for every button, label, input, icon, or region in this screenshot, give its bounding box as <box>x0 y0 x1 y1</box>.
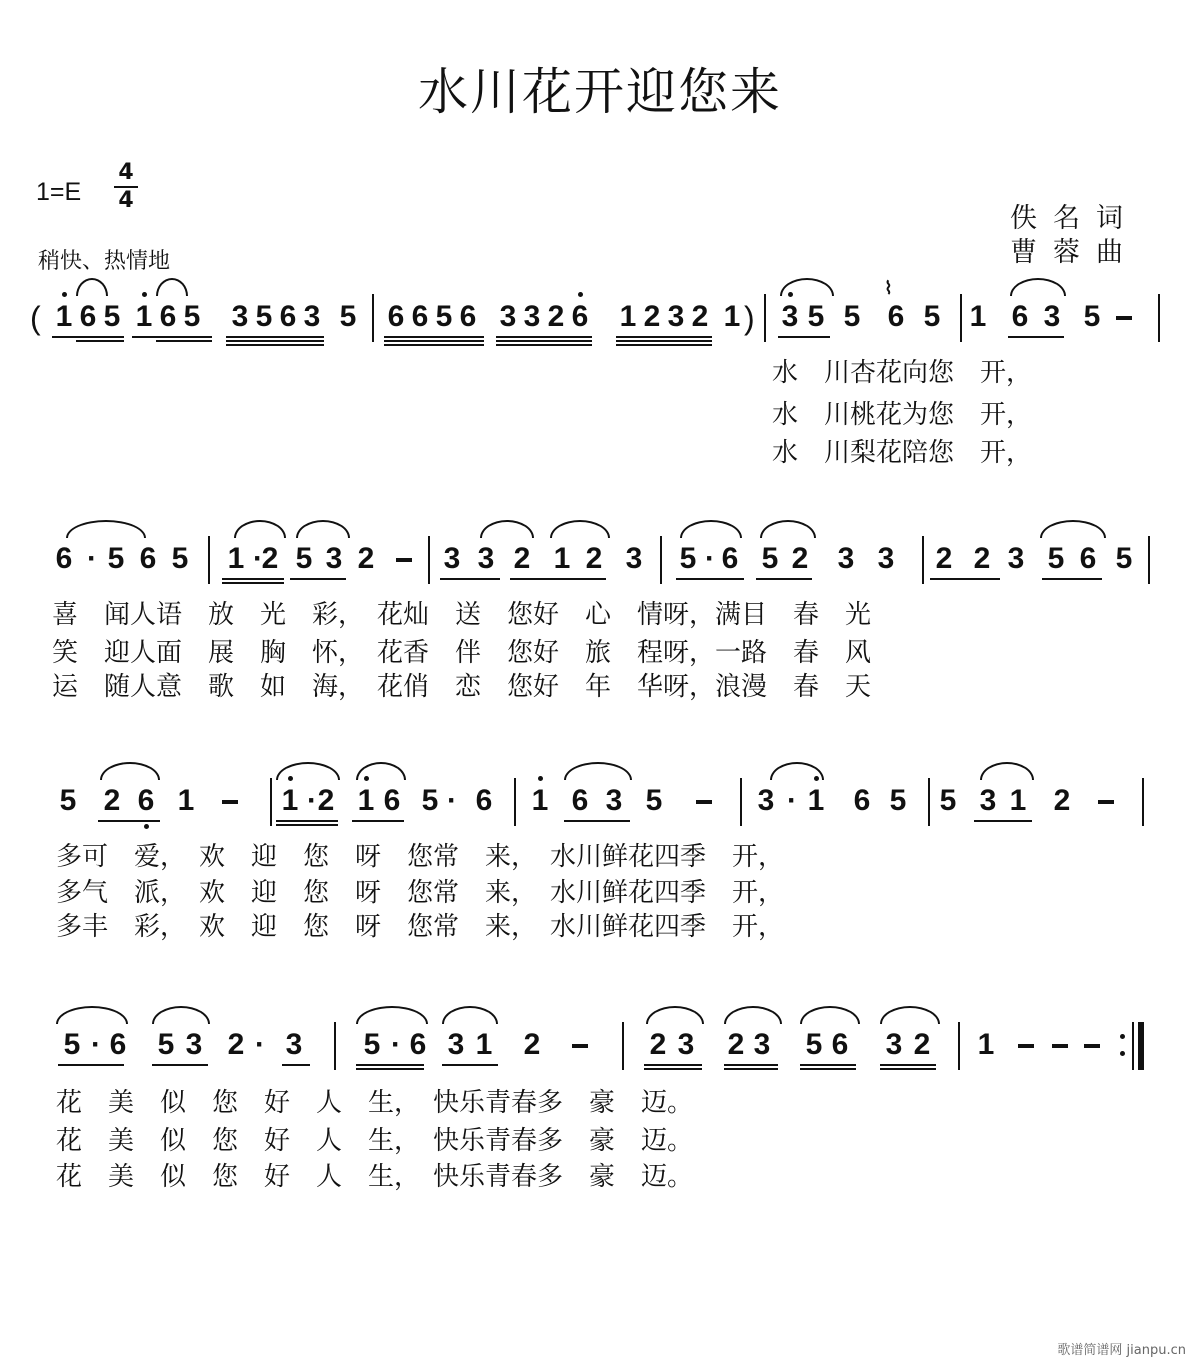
slur-arc <box>800 1006 860 1024</box>
octave-up-dot <box>62 292 67 297</box>
lyricist-credit: 佚名词 <box>1010 203 1139 234</box>
note: 2 <box>585 542 603 575</box>
note: 3 <box>877 542 895 575</box>
note: 5 <box>805 1028 823 1061</box>
duration-underline <box>442 1064 498 1066</box>
sustain-dash <box>572 1044 588 1048</box>
duration-underline <box>132 336 212 338</box>
duration-underline <box>644 1064 702 1066</box>
dotted-note-dot: · <box>255 1028 265 1061</box>
duration-underline <box>76 340 124 342</box>
note: 6 <box>1011 300 1029 333</box>
lyric-row-4-verse-2: 花 美 似 您 好 人 生， 快乐青春多 豪 迈。 <box>56 1126 694 1156</box>
slur-arc <box>480 520 534 538</box>
bar-line <box>660 536 662 584</box>
bar-line <box>928 778 930 826</box>
duration-underline <box>616 336 712 338</box>
bar-line <box>372 294 374 342</box>
slur-arc <box>276 762 340 780</box>
note: 5 <box>435 300 453 333</box>
duration-underline <box>724 1064 778 1066</box>
key-signature: 1=E <box>36 178 82 206</box>
bar-line <box>208 536 210 584</box>
lyric-row-2-verse-2: 笑 迎人面 展 胸 怀， 花香 伴 您好 旅 程呀，一路 春 风 <box>52 638 872 668</box>
note: 5 <box>807 300 825 333</box>
note: 1 <box>553 542 571 575</box>
duration-underline <box>930 578 1000 580</box>
note: 1 <box>807 784 825 817</box>
duration-underline <box>226 340 324 342</box>
bar-line <box>1158 294 1160 342</box>
bar-line <box>740 778 742 826</box>
note: 5 <box>339 300 357 333</box>
slur-arc <box>780 278 834 296</box>
note: 5 <box>363 1028 381 1061</box>
duration-underline <box>800 1064 856 1066</box>
note: 3 <box>523 300 541 333</box>
duration-underline <box>384 340 484 342</box>
note: 1 <box>531 784 549 817</box>
note: 6 <box>139 542 157 575</box>
note: 1 <box>977 1028 995 1061</box>
note: 5 <box>157 1028 175 1061</box>
slur-arc <box>646 1006 704 1024</box>
duration-underline <box>880 1064 936 1066</box>
lyric-row-3-verse-3: 多丰 彩， 欢 迎 您 呀 您常 来， 水川鲜花四季 开， <box>56 912 785 942</box>
note: 1 <box>723 300 741 333</box>
dotted-note-dot: · <box>705 542 715 575</box>
note: 5 <box>843 300 861 333</box>
duration-underline <box>356 1064 424 1066</box>
bar-line <box>622 1022 624 1070</box>
note: 3 <box>605 784 623 817</box>
slur-arc <box>76 278 108 296</box>
time-signature <box>114 160 138 214</box>
bar-line <box>514 778 516 826</box>
note: 1 <box>55 300 73 333</box>
note: 5 <box>923 300 941 333</box>
note: 3 <box>303 300 321 333</box>
time-signature-bottom: 4 <box>114 186 138 214</box>
site-watermark: 歌谱简谱网 jianpu.cn <box>1057 1343 1186 1358</box>
bar-line <box>1142 778 1144 826</box>
note: 2 <box>643 300 661 333</box>
duration-underline <box>276 824 338 826</box>
note: 3 <box>837 542 855 575</box>
note: 6 <box>571 784 589 817</box>
note: 3 <box>1043 300 1061 333</box>
sustain-dash <box>1018 1044 1034 1048</box>
note: 5 <box>1083 300 1101 333</box>
note: 6 <box>571 300 589 333</box>
duration-underline <box>352 820 404 822</box>
note: 1 <box>619 300 637 333</box>
duration-underline <box>356 1068 424 1070</box>
note: 5 <box>59 784 77 817</box>
duration-underline <box>222 578 284 580</box>
note: 6 <box>109 1028 127 1061</box>
note: 3 <box>325 542 343 575</box>
slur-arc <box>296 520 350 538</box>
sustain-dash <box>1098 800 1114 804</box>
note: 2 <box>649 1028 667 1061</box>
sustain-dash <box>1084 1044 1100 1048</box>
lyric-row-4-verse-1: 花 美 似 您 好 人 生， 快乐青春多 豪 迈。 <box>56 1088 694 1118</box>
sustain-dash <box>396 558 412 562</box>
note: 5 <box>761 542 779 575</box>
duration-underline <box>52 336 124 338</box>
sustain-dash <box>1116 316 1132 320</box>
note: 5 <box>63 1028 81 1061</box>
note: 5 <box>421 784 439 817</box>
note: 5 <box>679 542 697 575</box>
dotted-note-dot: · <box>307 784 317 817</box>
duration-underline <box>98 820 160 822</box>
note: 1 <box>177 784 195 817</box>
duration-underline <box>496 336 592 338</box>
note: 3 <box>757 784 775 817</box>
lyric-row-1-verse-3: 水 川梨花陪您 开， <box>772 438 1033 468</box>
song-title: 水川花开迎您来 <box>418 63 782 121</box>
note: 5 <box>645 784 663 817</box>
bar-line <box>334 1022 336 1070</box>
note: 2 <box>261 542 279 575</box>
lyric-row-1-verse-1: 水 川杏花向您 开， <box>772 358 1033 388</box>
note: 3 <box>477 542 495 575</box>
repeat-dots <box>1120 1034 1125 1056</box>
duration-underline <box>282 1064 310 1066</box>
note: 2 <box>691 300 709 333</box>
note: 6 <box>159 300 177 333</box>
note: 3 <box>753 1028 771 1061</box>
note: 5 <box>939 784 957 817</box>
slur-arc <box>442 1006 498 1024</box>
note: 5 <box>1115 542 1133 575</box>
note: 6 <box>1079 542 1097 575</box>
note: 2 <box>513 542 531 575</box>
note: 5 <box>107 542 125 575</box>
slur-arc <box>724 1006 782 1024</box>
duration-underline <box>58 1064 124 1066</box>
sustain-dash <box>222 800 238 804</box>
duration-underline <box>496 344 592 346</box>
duration-underline <box>1042 578 1102 580</box>
bar-line <box>922 536 924 584</box>
note: 6 <box>411 300 429 333</box>
repeat-thick-bar <box>1138 1022 1144 1070</box>
duration-underline <box>676 578 744 580</box>
bar-line <box>764 294 766 342</box>
duration-underline <box>290 578 346 580</box>
tempo-marking: 稍快、热情地 <box>38 249 171 274</box>
slur-arc <box>152 1006 210 1024</box>
slur-arc <box>356 762 406 780</box>
slur-arc <box>980 762 1034 780</box>
note: 2 <box>1053 784 1071 817</box>
note: 2 <box>791 542 809 575</box>
duration-underline <box>880 1068 936 1070</box>
mordent-icon: ⌇ <box>884 278 893 299</box>
slur-arc <box>356 1006 428 1024</box>
lyric-row-1-verse-2: 水 川桃花为您 开， <box>772 400 1033 430</box>
note: 3 <box>625 542 643 575</box>
duration-underline <box>384 336 484 338</box>
lyric-row-4-verse-3: 花 美 似 您 好 人 生， 快乐青春多 豪 迈。 <box>56 1162 694 1192</box>
note: 3 <box>443 542 461 575</box>
note: 5 <box>889 784 907 817</box>
duration-underline <box>778 336 830 338</box>
bar-line <box>958 1022 960 1070</box>
duration-underline <box>152 1064 208 1066</box>
slur-arc <box>156 278 188 296</box>
slur-arc <box>564 762 632 780</box>
duration-underline <box>974 820 1032 822</box>
note: 6 <box>887 300 905 333</box>
note: 5 <box>295 542 313 575</box>
note: 1 <box>135 300 153 333</box>
note: 2 <box>357 542 375 575</box>
slur-arc <box>234 520 286 538</box>
note: 3 <box>667 300 685 333</box>
note: 2 <box>913 1028 931 1061</box>
note: 2 <box>317 784 335 817</box>
slur-arc <box>550 520 610 538</box>
bar-line <box>428 536 430 584</box>
octave-down-dot <box>144 824 149 829</box>
duration-underline <box>222 582 284 584</box>
note: 3 <box>185 1028 203 1061</box>
note: 6 <box>853 784 871 817</box>
note: 5 <box>183 300 201 333</box>
note: 2 <box>547 300 565 333</box>
slur-arc <box>680 520 742 538</box>
octave-up-dot <box>538 776 543 781</box>
duration-underline <box>440 578 500 580</box>
duration-underline <box>644 1068 702 1070</box>
note: 6 <box>55 542 73 575</box>
note: 1 <box>281 784 299 817</box>
note: 5 <box>171 542 189 575</box>
note: 1 <box>1009 784 1027 817</box>
note: 6 <box>475 784 493 817</box>
duration-underline <box>564 820 630 822</box>
repeat-thin-bar <box>1132 1022 1134 1070</box>
duration-underline <box>384 344 484 346</box>
duration-underline <box>276 820 338 822</box>
slur-arc <box>760 520 816 538</box>
duration-underline <box>724 1068 778 1070</box>
note: 6 <box>721 542 739 575</box>
lyric-row-3-verse-2: 多气 派， 欢 迎 您 呀 您常 来， 水川鲜花四季 开， <box>56 878 785 908</box>
dotted-note-dot: · <box>391 1028 401 1061</box>
note: 6 <box>279 300 297 333</box>
note: 1 <box>475 1028 493 1061</box>
note: 1 <box>969 300 987 333</box>
duration-underline <box>756 578 812 580</box>
octave-up-dot <box>578 292 583 297</box>
slur-arc <box>56 1006 128 1024</box>
slur-arc <box>100 762 160 780</box>
lyric-row-3-verse-1: 多可 爱， 欢 迎 您 呀 您常 来， 水川鲜花四季 开， <box>56 842 785 872</box>
sustain-dash <box>1052 1044 1068 1048</box>
time-signature-top: 4 <box>118 160 134 185</box>
duration-underline <box>800 1068 856 1070</box>
duration-underline <box>616 344 712 346</box>
dotted-note-dot: · <box>447 784 457 817</box>
note: 3 <box>447 1028 465 1061</box>
bar-line <box>960 294 962 342</box>
note: 6 <box>383 784 401 817</box>
note: 2 <box>727 1028 745 1061</box>
note: 6 <box>137 784 155 817</box>
note: 5 <box>103 300 121 333</box>
note: 2 <box>973 542 991 575</box>
dotted-note-dot: · <box>87 542 97 575</box>
sustain-dash <box>696 800 712 804</box>
duration-underline <box>226 336 324 338</box>
duration-underline <box>156 340 212 342</box>
note: 6 <box>459 300 477 333</box>
note: 2 <box>103 784 121 817</box>
lyric-row-2-verse-3: 运 随人意 歌 如 海， 花俏 恋 您好 年 华呀，浪漫 春 天 <box>52 672 872 702</box>
note: 1 <box>227 542 245 575</box>
note: 3 <box>781 300 799 333</box>
slur-arc <box>770 762 824 780</box>
duration-underline <box>510 578 606 580</box>
note: 3 <box>885 1028 903 1061</box>
slur-arc <box>880 1006 940 1024</box>
note: 3 <box>677 1028 695 1061</box>
dotted-note-dot: · <box>787 784 797 817</box>
note: 6 <box>387 300 405 333</box>
note: 3 <box>499 300 517 333</box>
note: 5 <box>255 300 273 333</box>
open-parenthesis: ( <box>30 300 41 336</box>
duration-underline <box>616 340 712 342</box>
duration-underline <box>496 340 592 342</box>
note: 3 <box>231 300 249 333</box>
bar-line <box>270 778 272 826</box>
slur-arc <box>1040 520 1106 538</box>
octave-up-dot <box>142 292 147 297</box>
note: 3 <box>1007 542 1025 575</box>
composer-credit: 曹蓉曲 <box>1010 237 1139 268</box>
note: 2 <box>227 1028 245 1061</box>
slur-arc <box>66 520 146 538</box>
duration-underline <box>226 344 324 346</box>
note: 6 <box>409 1028 427 1061</box>
dotted-note-dot: · <box>91 1028 101 1061</box>
note: 6 <box>831 1028 849 1061</box>
dotted-note-dot: · <box>253 542 263 575</box>
bar-line <box>1148 536 1150 584</box>
slur-arc <box>1010 278 1066 296</box>
note: 6 <box>79 300 97 333</box>
close-parenthesis: ) <box>744 300 755 336</box>
duration-underline <box>1008 336 1064 338</box>
note: 1 <box>357 784 375 817</box>
note: 2 <box>523 1028 541 1061</box>
note: 3 <box>979 784 997 817</box>
note: 3 <box>285 1028 303 1061</box>
note: 5 <box>1047 542 1065 575</box>
lyric-row-2-verse-1: 喜 闻人语 放 光 彩， 花灿 送 您好 心 情呀，满目 春 光 <box>52 600 872 630</box>
note: 2 <box>935 542 953 575</box>
